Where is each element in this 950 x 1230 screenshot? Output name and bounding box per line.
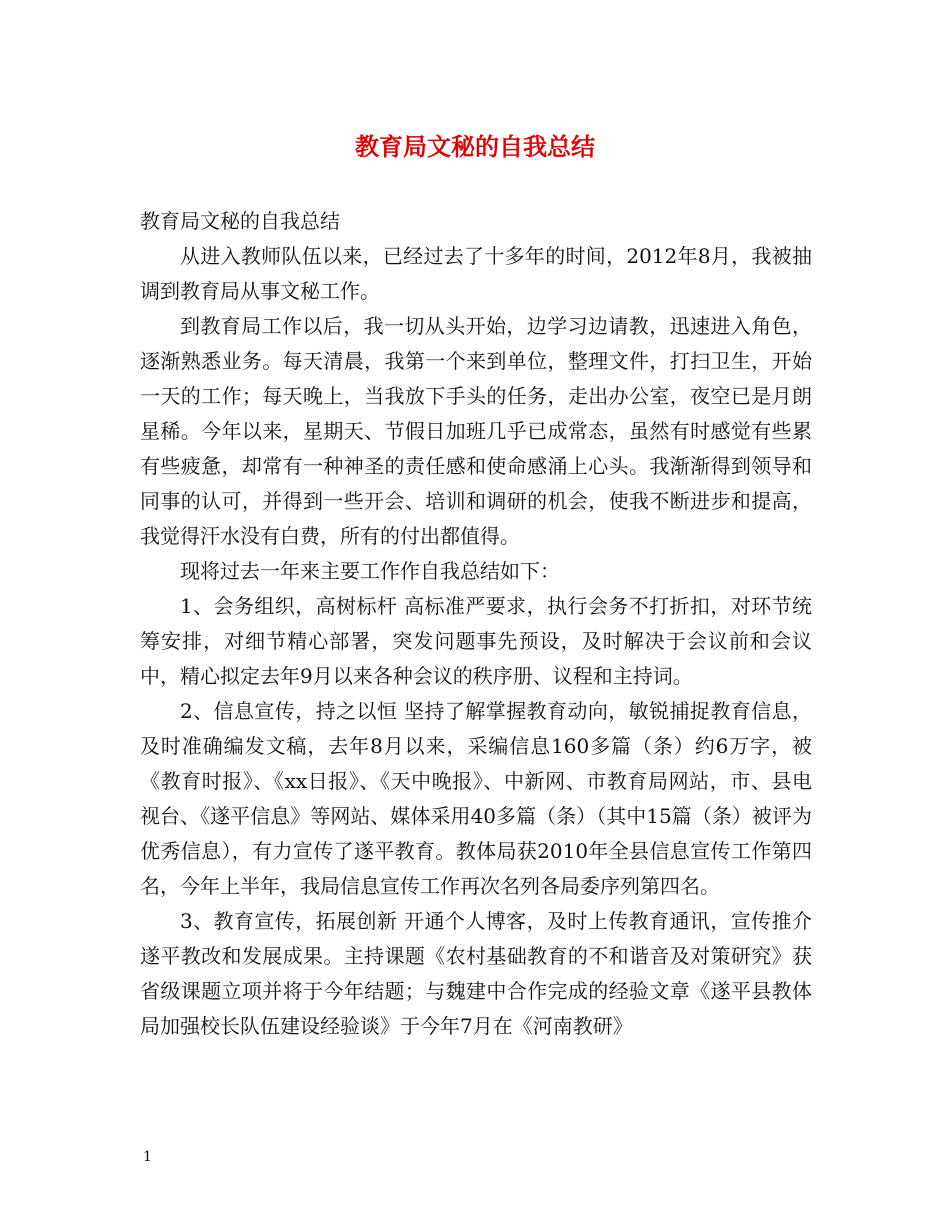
paragraph-item-2-information: 2、信息宣传，持之以恒 坚持了解掌握教育动向，敏锐捕捉教育信息，及时准确编发文稿，去年8月以来，采编信息160多篇（条）约6万字，被《教育时报》、《xx日报》、《天中晚报》、中新网、市教育局网站，市、县电视台、《遂平信息》等网站、媒体采用40多篇（条）（其中15篇（条）被评为优秀信息），有力宣传了遂平教育。教体局获2010年全县信息宣传工作第四名，今年上半年，我局信息宣传工作再次名列各局委序列第四名。 [140,699,812,898]
document-subtitle: 教育局文秘的自我总结 [140,209,340,233]
document-title: 教育局文秘的自我总结 [355,133,595,161]
paragraph-item-3-education-promotion: 3、教育宣传，拓展创新 开通个人博客，及时上传教育通讯，宣传推介遂平教改和发展成果。主持课题《农村基础教育的不和谐音及对策研究》获省级课题立项并将于今年结题；与魏建中合作完成的经验文章《遂平县教体局加强校长队伍建设经验谈》于今年7月在《河南教研》 [140,909,812,1038]
paragraph-intro: 从进入教师队伍以来，已经过去了十多年的时间，2012年8月，我被抽调到教育局从事文秘工作。 [140,244,812,303]
paragraph-work-experience: 到教育局工作以后，我一切从头开始，边学习边请教，迅速进入角色，逐渐熟悉业务。每天清晨，我第一个来到单位，整理文件，打扫卫生，开始一天的工作；每天晚上，当我放下手头的任务，走出办公室，夜空已是月朗星稀。今年以来，星期天、节假日加班几乎已成常态，虽然有时感觉有些累有些疲惫，却常有一种神圣的责任感和使命感涌上心头。我渐渐得到领导和同事的认可，并得到一些开会、培训和调研的机会，使我不断进步和提高，我觉得汗水没有白费，所有的付出都值得。 [140,314,812,548]
paragraph-item-1-meetings: 1、会务组织，高树标杆 高标准严要求，执行会务不打折扣，对环节统筹安排，对细节精心部署，突发问题事先预设，及时解决于会议前和会议中，精心拟定去年9月以来各种会议的秩序册、议程和主持词。 [140,594,812,688]
paragraph-summary-lead: 现将过去一年来主要工作作自我总结如下： [180,559,560,583]
page-number: 1 [143,1149,152,1165]
document-body [140,204,812,1044]
